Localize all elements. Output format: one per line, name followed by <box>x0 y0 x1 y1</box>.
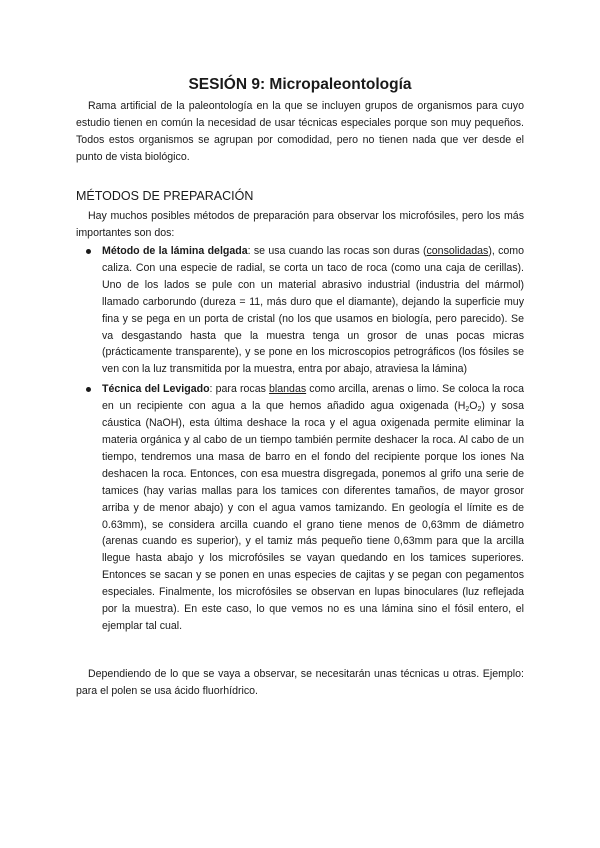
subscript: 2 <box>465 406 470 414</box>
method-text: como arcilla, arenas o limo. Se coloca la roca en un recipiente con agua a la que hemos añadido agua oxigenada (H <box>102 383 524 413</box>
method-text: ), como caliza. Con una especie de radial, se corta un taco de roca (como una caja de cerillas). Uno de los lados se pule con un material abrasivo industrial (industria del mármol) llamado carborundo (dureza = 11, más duro que el diamante), dejando la superficie muy fina y se pega en un porta de cristal (no los que usamos en biología, pero parecido). Se va desgastando hasta que la muestra tenga un grosor de unas pocas micras (prácticamente transparente), y se pone en los microscopios petrográficos (los fósiles se ven con la luz transmitida por la muestra, entra por abajo, atraviesa la lámina) <box>102 245 524 376</box>
section-heading: MÉTODOS DE PREPARACIÓN <box>76 189 254 203</box>
page-title: SESIÓN 9: Micropaleontología <box>188 76 412 93</box>
methods-list <box>76 243 524 635</box>
method-text: : se usa cuando las rocas son duras ( <box>247 245 427 257</box>
method-text: : para rocas <box>209 383 270 396</box>
bullet-dot-icon <box>86 249 91 254</box>
list-item-levigado <box>76 381 524 635</box>
subscript: 2 <box>477 406 482 414</box>
methods-intro-paragraph: Hay muchos posibles métodos de preparación para observar los microfósiles, pero los más importantes son dos: <box>76 210 524 239</box>
method-term: Método de la lámina delgada <box>102 245 248 257</box>
closing-paragraph: Dependiendo de lo que se vaya a observar, se necesitarán unas técnicas u otras. Ejemplo: para el polen se usa ácido fluorhídrico. <box>76 668 524 697</box>
intro-paragraph: Rama artificial de la paleontología en la que se incluyen grupos de organismos para cuyo estudio tienen en común la necesidad de usar técnicas especiales porque son muy pequeños. Todos estos organismos se agrupan por comodidad, pero no tienen nada que ver desde el punto de vista biológico. <box>76 100 524 163</box>
method-text: ) y sosa cáustica (NaOH), esta última deshace la roca y el agua oxigenada permite eliminar la materia orgánica y al cabo de un tiempo también permite deshacer la roca. Al cabo de un tiempo, tendremos una masa de barro en el fondo del recipiente porque los iones Na deshacen la roca. Entonces, con esa muestra disgregada, ponemos al grifo una serie de tamices (hay varias mallas para los tamices con diferentes tamaños, de mayor grosor arriba y de menor abajo) y con el agua vamos tamizando. En geología el límite es de 0.63mm), se considera arcilla cuando el grano tiene menos de 0,63mm de diámetro (arenas cuando es superior), y el tamiz más pequeño tiene 0,63mm para que la arcilla llegue hasta abajo y los microfósiles se vayan quedando en los tamices superiores. Entonces se sacan y se ponen en unas especies de cajitas y se pegan con pegamentos especiales. Finalmente, los microfósiles se observan en lupas binoculares (luz reflejada por la muestra). En este caso, lo que vemos no es una lámina sino el fósil entero, el ejemplar tal cual. <box>102 400 524 632</box>
method-term: Técnica del Levigado <box>102 383 210 396</box>
list-item-lamina-delgada <box>76 243 524 378</box>
method-text: O <box>469 400 478 413</box>
bullet-dot-icon <box>86 387 91 392</box>
underlined-term: blandas <box>269 383 307 396</box>
underlined-term: consolidadas <box>426 245 489 257</box>
